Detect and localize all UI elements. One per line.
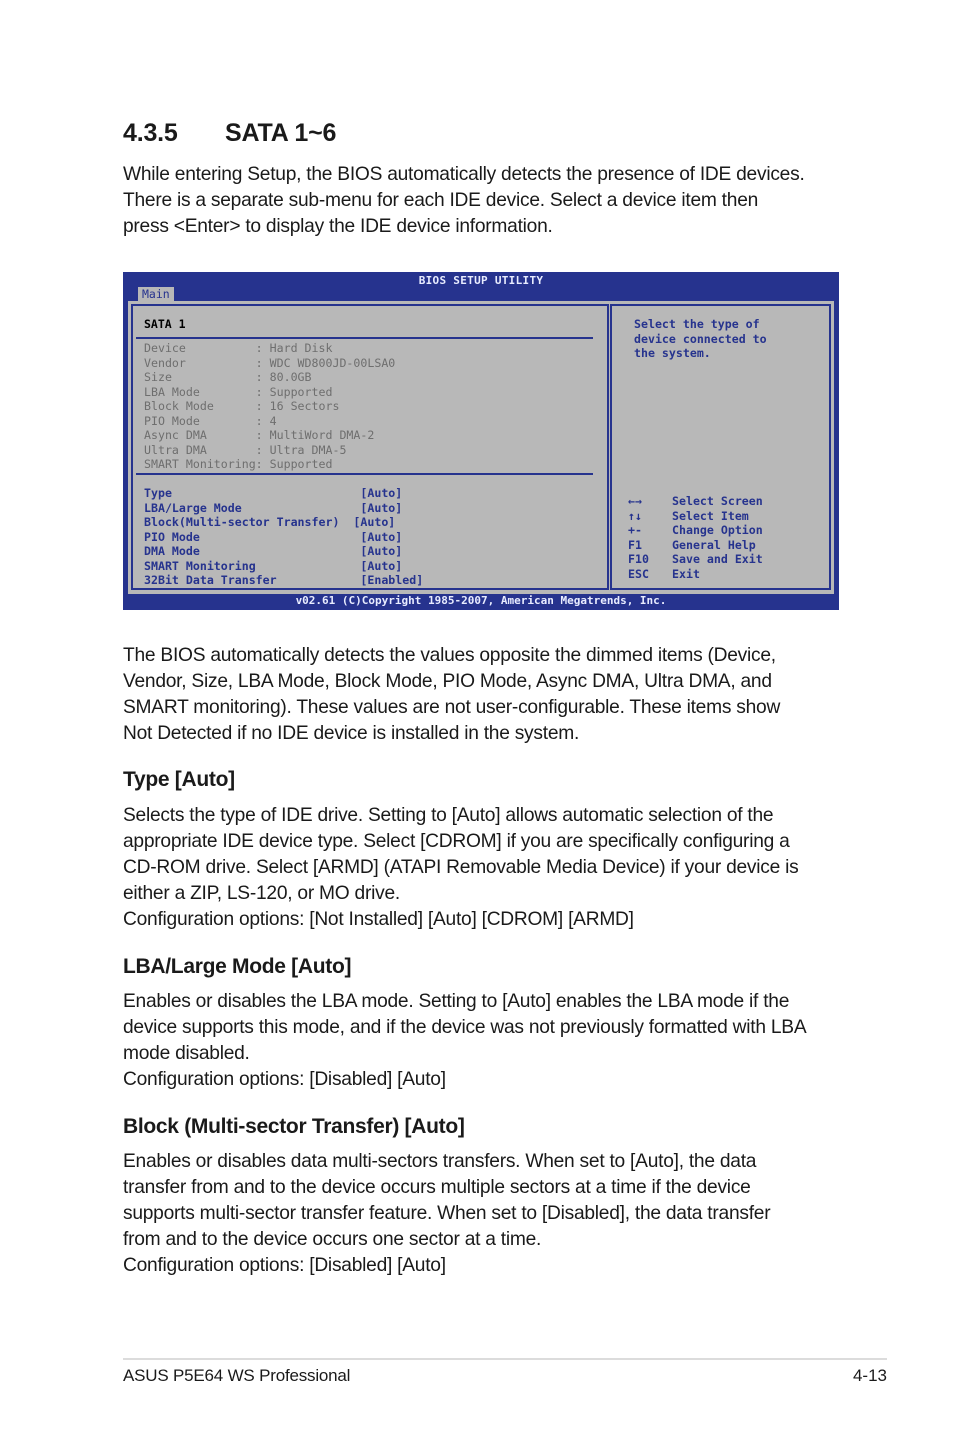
text-line: The BIOS automatically detects the values opposite the dimmed items (Device, [123,645,776,666]
text-line: supports multi-sector transfer feature. When set to [Disabled], the data transfer [123,1203,771,1224]
info-row: Block Mode : 16 Sectors [144,399,340,413]
key-row [628,567,763,582]
detect-paragraph [123,643,853,747]
help-line: the system. [634,346,711,360]
key-action: General Help [672,537,756,552]
lba-heading: LBA/Large Mode [Auto] [123,955,352,978]
divider [136,337,593,339]
arrows-left-right-icon: ←→ [628,494,642,508]
bios-options [144,486,423,588]
option-smart-monitoring[interactable]: SMART Monitoring [Auto] [144,558,403,573]
key-action: Exit [672,566,700,581]
key-action: Change Option [672,523,763,537]
type-heading: Type [Auto] [123,768,235,791]
info-row: Device : Hard Disk [144,341,333,355]
option-lba-large-mode[interactable]: LBA/Large Mode [Auto] [144,500,403,515]
bios-screenshot [123,272,839,610]
bios-section-label: SATA 1 [144,317,186,331]
bios-help-text [634,317,767,361]
block-paragraph [123,1149,853,1279]
text-line: SMART monitoring). These values are not user-configurable. These items show [123,697,781,718]
key-name: F1 [628,537,642,552]
bios-tab-main[interactable]: Main [138,287,174,301]
option-block-transfer[interactable]: Block(Multi-sector Transfer) [Auto] [144,515,396,529]
info-row: Async DMA : MultiWord DMA-2 [144,428,375,442]
key-name: +- [628,523,642,537]
footer-divider [123,1358,887,1360]
key-action: Select Item [672,508,749,523]
info-row: Vendor : WDC WD800JD-00LSA0 [144,355,396,370]
key-row [628,538,763,553]
bios-key-legend [628,494,763,581]
text-line: transfer from and to the device occurs multiple sectors at a time if the device [123,1177,751,1198]
bios-help-panel [610,304,831,590]
text-line: Enables or disables data multi-sectors transfers. When set to [Auto], the data [123,1151,757,1172]
option-pio-mode[interactable]: PIO Mode [Auto] [144,529,403,544]
section-heading [123,119,336,148]
bios-main-panel [131,304,609,590]
option-32bit-transfer[interactable]: 32Bit Data Transfer [Enabled] [144,573,424,587]
info-row: Size : 80.0GB [144,370,312,384]
help-line: device connected to [634,331,767,346]
info-row: Ultra DMA : Ultra DMA-5 [144,442,347,457]
key-row [628,552,763,567]
key-row [628,494,763,509]
info-row: PIO Mode : 4 [144,413,277,428]
option-type[interactable]: Type [Auto] [144,486,403,500]
section-number: 4.3.5 [123,119,178,147]
footer-product-name: ASUS P5E64 WS Professional [123,1366,351,1385]
divider [136,473,593,475]
arrows-up-down-icon: ↑↓ [628,508,642,523]
lba-paragraph [123,989,853,1093]
help-line: Select the type of [634,317,760,331]
key-action: Save and Exit [672,552,763,566]
text-line: from and to the device occurs one sector at a time. [123,1229,542,1250]
key-row [628,523,763,538]
text-line: Configuration options: [Disabled] [Auto] [123,1069,446,1090]
text-line: Configuration options: [Disabled] [Auto] [123,1255,446,1276]
text-line: appropriate IDE device type. Select [CDROM] if you are specifically configuring a [123,831,790,852]
section-title: SATA 1~6 [225,119,337,147]
key-name: F10 [628,552,649,566]
text-line: Enables or disables the LBA mode. Setting to [Auto] enables the LBA mode if the [123,991,790,1012]
key-row [628,509,763,524]
type-paragraph [123,803,853,933]
key-action: Select Screen [672,494,763,508]
info-row: SMART Monitoring: Supported [144,457,333,471]
text-line: While entering Setup, the BIOS automatically detects the presence of IDE devices. [123,164,805,185]
footer-page-number: 4-13 [852,1366,887,1385]
bios-footer: v02.61 (C)Copyright 1985-2007, American Megatrends, Inc. [295,594,667,607]
intro-paragraph [123,162,853,240]
bios-title: BIOS SETUP UTILITY [418,274,544,287]
text-line: either a ZIP, LS-120, or MO drive. [123,883,400,904]
text-line: CD-ROM drive. Select [ARMD] (ATAPI Removable Media Device) if your device is [123,857,799,878]
block-heading: Block (Multi-sector Transfer) [Auto] [123,1115,465,1138]
text-line: press <Enter> to display the IDE device information. [123,216,553,237]
key-name: ESC [628,566,649,581]
bios-body [128,301,834,594]
text-line: Selects the type of IDE drive. Setting to [Auto] allows automatic selection of the [123,805,774,826]
text-line: mode disabled. [123,1043,250,1064]
info-row: LBA Mode : Supported [144,384,333,399]
option-dma-mode[interactable]: DMA Mode [Auto] [144,544,403,558]
text-line: Vendor, Size, LBA Mode, Block Mode, PIO Mode, Async DMA, Ultra DMA, and [123,671,772,692]
text-line: Configuration options: [Not Installed] [Auto] [CDROM] [ARMD] [123,909,634,930]
text-line: There is a separate sub-menu for each IDE device. Select a device item then [123,190,759,211]
text-line: device supports this mode, and if the device was not previously formatted with LBA [123,1017,807,1038]
text-line: Not Detected if no IDE device is installed in the system. [123,723,580,744]
bios-device-info [144,341,395,472]
